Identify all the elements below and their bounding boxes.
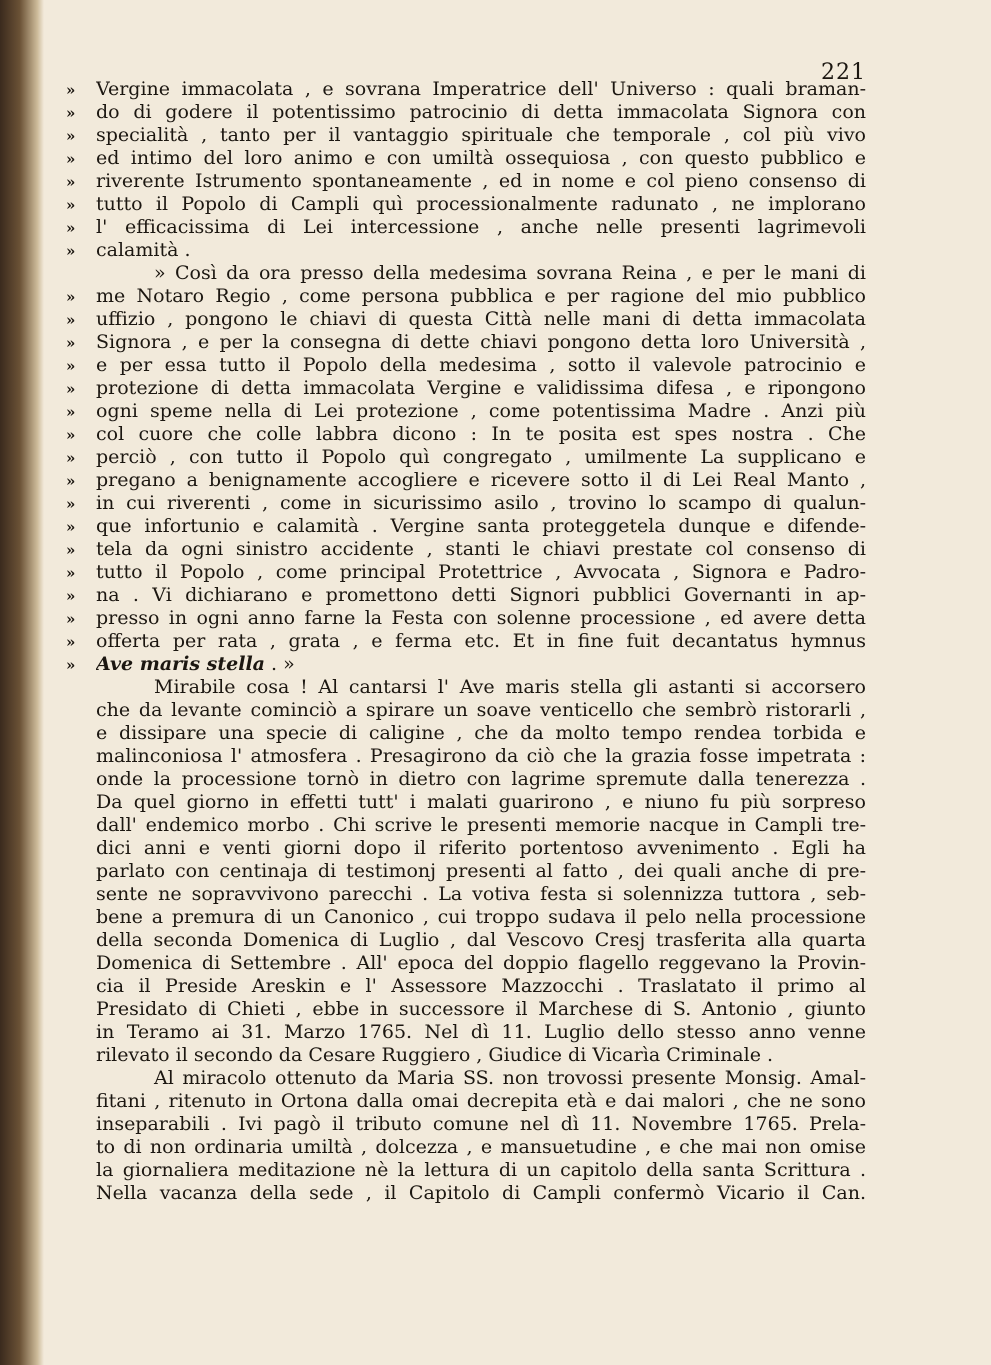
quote-mark: » xyxy=(66,196,76,214)
quote-mark: » xyxy=(66,81,76,99)
line-text: inseparabili . Ivi pagò il tributo comune nel dì 11. Novembre 1765. Prela- xyxy=(96,1113,866,1135)
text-line xyxy=(66,837,866,860)
line-text: fitani , ritenuto in Ortona dalla omai decrepita età e dai malori , che ne sono xyxy=(96,1090,866,1112)
text-line xyxy=(66,515,866,538)
text-line xyxy=(66,1090,866,1113)
text-line xyxy=(66,1136,866,1159)
line-text: bene a premura di un Canonico , cui troppo sudava il pelo nella processione xyxy=(96,906,866,928)
line-text: riverente Istrumento spontaneamente , ed in nome e col pieno consenso di xyxy=(96,170,866,192)
text-line xyxy=(66,1159,866,1182)
quote-mark: » xyxy=(66,587,76,605)
line-text: » Così da ora presso della medesima sovrana Reina , e per le mani di xyxy=(154,262,866,284)
line-text: Domenica di Settembre . All' epoca del doppio flagello reggevano la Provin- xyxy=(96,952,866,974)
line-text: che da levante cominciò a spirare un soave venticello che sembrò ristorarli , xyxy=(96,699,866,721)
text-line xyxy=(66,745,866,768)
text-line xyxy=(66,1182,866,1205)
quote-mark: » xyxy=(66,242,76,260)
quote-mark: » xyxy=(66,610,76,628)
text-line xyxy=(66,929,866,952)
text-line xyxy=(66,676,866,699)
line-text: cia il Preside Areskin e l' Assessore Mazzocchi . Traslatato il primo al xyxy=(96,975,866,997)
quote-mark: » xyxy=(66,426,76,444)
text-line xyxy=(66,814,866,837)
quote-mark: » xyxy=(66,541,76,559)
line-text: specialità , tanto per il vantaggio spirituale che temporale , col più vivo xyxy=(96,124,866,146)
text-line xyxy=(66,1021,866,1044)
text-line xyxy=(66,124,866,147)
quote-mark: » xyxy=(66,656,76,674)
text-line xyxy=(66,101,866,124)
text-line xyxy=(66,469,866,492)
line-text: que infortunio e calamità . Vergine santa proteggetela dunque e difende- xyxy=(96,515,866,537)
quote-mark: » xyxy=(66,219,76,237)
text-line xyxy=(66,492,866,515)
line-text: tutto il Popolo di Campli quì processionalmente radunato , ne implorano xyxy=(96,193,866,215)
page-number: 221 xyxy=(821,60,866,85)
line-text: la giornaliera meditazione nè la lettura di un capitolo della santa Scrittura . xyxy=(96,1159,866,1181)
text-line xyxy=(66,308,866,331)
line-text: onde la processione tornò in dietro con lagrime spremute dalla tenerezza . xyxy=(96,768,866,790)
text-line xyxy=(66,147,866,170)
text-line xyxy=(66,584,866,607)
quote-mark: » xyxy=(66,472,76,490)
text-line xyxy=(66,1067,866,1090)
text-line xyxy=(66,561,866,584)
text-line xyxy=(66,630,866,653)
text-line xyxy=(66,239,866,262)
text-line xyxy=(66,377,866,400)
quote-mark: » xyxy=(66,564,76,582)
line-text: l' efficacissima di Lei intercessione , anche nelle presenti lagrimevoli xyxy=(96,216,866,238)
text-line xyxy=(66,975,866,998)
line-text: della seconda Domenica di Luglio , dal Vescovo Cresj trasferita alla quarta xyxy=(96,929,866,951)
quote-mark: » xyxy=(66,334,76,352)
line-text: Da quel giorno in effetti tutt' i malati guarirono , e niuno fu più sorpreso xyxy=(96,791,866,813)
quote-mark: » xyxy=(66,449,76,467)
text-line xyxy=(66,331,866,354)
line-text: tela da ogni sinistro accidente , stanti le chiavi prestate col consenso di xyxy=(96,538,866,560)
line-text: Signora , e per la consegna di dette chiavi pongono detta loro Università , xyxy=(96,331,866,353)
text-line xyxy=(66,607,866,630)
quote-mark: » xyxy=(66,150,76,168)
quote-mark: » xyxy=(66,127,76,145)
line-text: dall' endemico morbo . Chi scrive le presenti memorie nacque in Campli tre- xyxy=(96,814,866,836)
line-text: na . Vi dichiarano e promettono detti Signori pubblici Governanti in ap- xyxy=(96,584,866,606)
line-text: ogni speme nella di Lei protezione , come potentissima Madre . Anzi più xyxy=(96,400,866,422)
text-line xyxy=(66,1044,866,1067)
line-text: sente ne sopravvivono parecchi . La votiva festa si solennizza tuttora , seb- xyxy=(96,883,866,905)
text-line xyxy=(66,538,866,561)
quote-mark: » xyxy=(66,288,76,306)
quote-mark: » xyxy=(66,104,76,122)
text-line xyxy=(66,78,866,101)
line-text: Nella vacanza della sede , il Capitolo di Campli confermò Vicario il Can. xyxy=(96,1182,866,1204)
line-text: perciò , con tutto il Popolo quì congregato , umilmente La supplicano e xyxy=(96,446,866,468)
quote-mark: » xyxy=(66,357,76,375)
text-line xyxy=(66,400,866,423)
text-line xyxy=(66,423,866,446)
line-text: Vergine immacolata , e sovrana Imperatrice dell' Universo : quali braman- xyxy=(96,78,866,100)
text-line xyxy=(66,193,866,216)
text-line xyxy=(66,262,866,285)
line-text: rilevato il secondo da Cesare Ruggiero , Giudice di Vicarìa Criminale . xyxy=(96,1044,774,1066)
line-text: e dissipare una specie di caligine , che da molto tempo rendea torbida e xyxy=(96,722,866,744)
quote-mark: » xyxy=(66,518,76,536)
line-text: presso in ogni anno farne la Festa con solenne processione , ed avere detta xyxy=(96,607,866,629)
quote-mark: » xyxy=(66,311,76,329)
text-line xyxy=(66,722,866,745)
text-line xyxy=(66,170,866,193)
quote-mark: » xyxy=(66,495,76,513)
line-text: col cuore che colle labbra dicono : In te posita est spes nostra . Che xyxy=(96,423,866,445)
line-text: Al miracolo ottenuto da Maria SS. non trovossi presente Monsig. Amal- xyxy=(154,1067,866,1089)
text-line xyxy=(66,446,866,469)
text-line xyxy=(66,952,866,975)
text-line xyxy=(66,699,866,722)
line-text: to di non ordinaria umiltà , dolcezza , e mansuetudine , e che mai non omise xyxy=(96,1136,866,1158)
line-text: me Notaro Regio , come persona pubblica e per ragione del mio pubblico xyxy=(96,285,866,307)
text-line xyxy=(66,998,866,1021)
text-line xyxy=(66,285,866,308)
book-gutter-shadow xyxy=(0,0,44,1365)
line-text: Ave maris stella . » xyxy=(96,653,295,675)
text-line xyxy=(66,216,866,239)
page-body xyxy=(66,78,866,1205)
line-text: malinconiosa l' atmosfera . Presagirono da ciò che la grazia fosse impetrata : xyxy=(96,745,866,767)
text-line xyxy=(66,653,866,676)
text-line xyxy=(66,883,866,906)
italic-phrase: Ave maris stella xyxy=(96,653,265,675)
quote-mark: » xyxy=(66,403,76,421)
line-text: e per essa tutto il Popolo della medesima , sotto il valevole patrocinio e xyxy=(96,354,866,376)
text-line xyxy=(66,860,866,883)
line-text: parlato con centinaja di testimonj presenti al fatto , dei quali anche di pre- xyxy=(96,860,866,882)
line-text: protezione di detta immacolata Vergine e validissima difesa , e ripongono xyxy=(96,377,866,399)
line-text: Mirabile cosa ! Al cantarsi l' Ave maris stella gli astanti si accorsero xyxy=(154,676,866,698)
line-text: dici anni e venti giorni dopo il riferito portentoso avvenimento . Egli ha xyxy=(96,837,866,859)
quote-mark: » xyxy=(66,173,76,191)
line-text: tutto il Popolo , come principal Protettrice , Avvocata , Signora e Padro- xyxy=(96,561,866,583)
text-line xyxy=(66,354,866,377)
text-line xyxy=(66,791,866,814)
line-text: in Teramo ai 31. Marzo 1765. Nel dì 11. Luglio dello stesso anno venne xyxy=(96,1021,866,1043)
line-text: in cui riverenti , come in sicurissimo asilo , trovino lo scampo di qualun- xyxy=(96,492,866,514)
book-page xyxy=(66,60,866,1350)
quote-mark: » xyxy=(66,633,76,651)
quote-mark: » xyxy=(66,380,76,398)
text-line xyxy=(66,906,866,929)
line-text: Presidato di Chieti , ebbe in successore il Marchese di S. Antonio , giunto xyxy=(96,998,866,1020)
line-text: do di godere il potentissimo patrocinio di detta immacolata Signora con xyxy=(96,101,866,123)
line-text: calamità . xyxy=(96,239,191,261)
line-text: pregano a benignamente accogliere e ricevere sotto il di Lei Real Manto , xyxy=(96,469,866,491)
line-text: offerta per rata , grata , e ferma etc. Et in fine fuit decantatus hymnus xyxy=(96,630,866,652)
line-text: ed intimo del loro animo e con umiltà ossequiosa , con questo pubblico e xyxy=(96,147,866,169)
line-text: uffizio , pongono le chiavi di questa Città nelle mani di detta immacolata xyxy=(96,308,866,330)
text-line xyxy=(66,1113,866,1136)
text-line xyxy=(66,768,866,791)
